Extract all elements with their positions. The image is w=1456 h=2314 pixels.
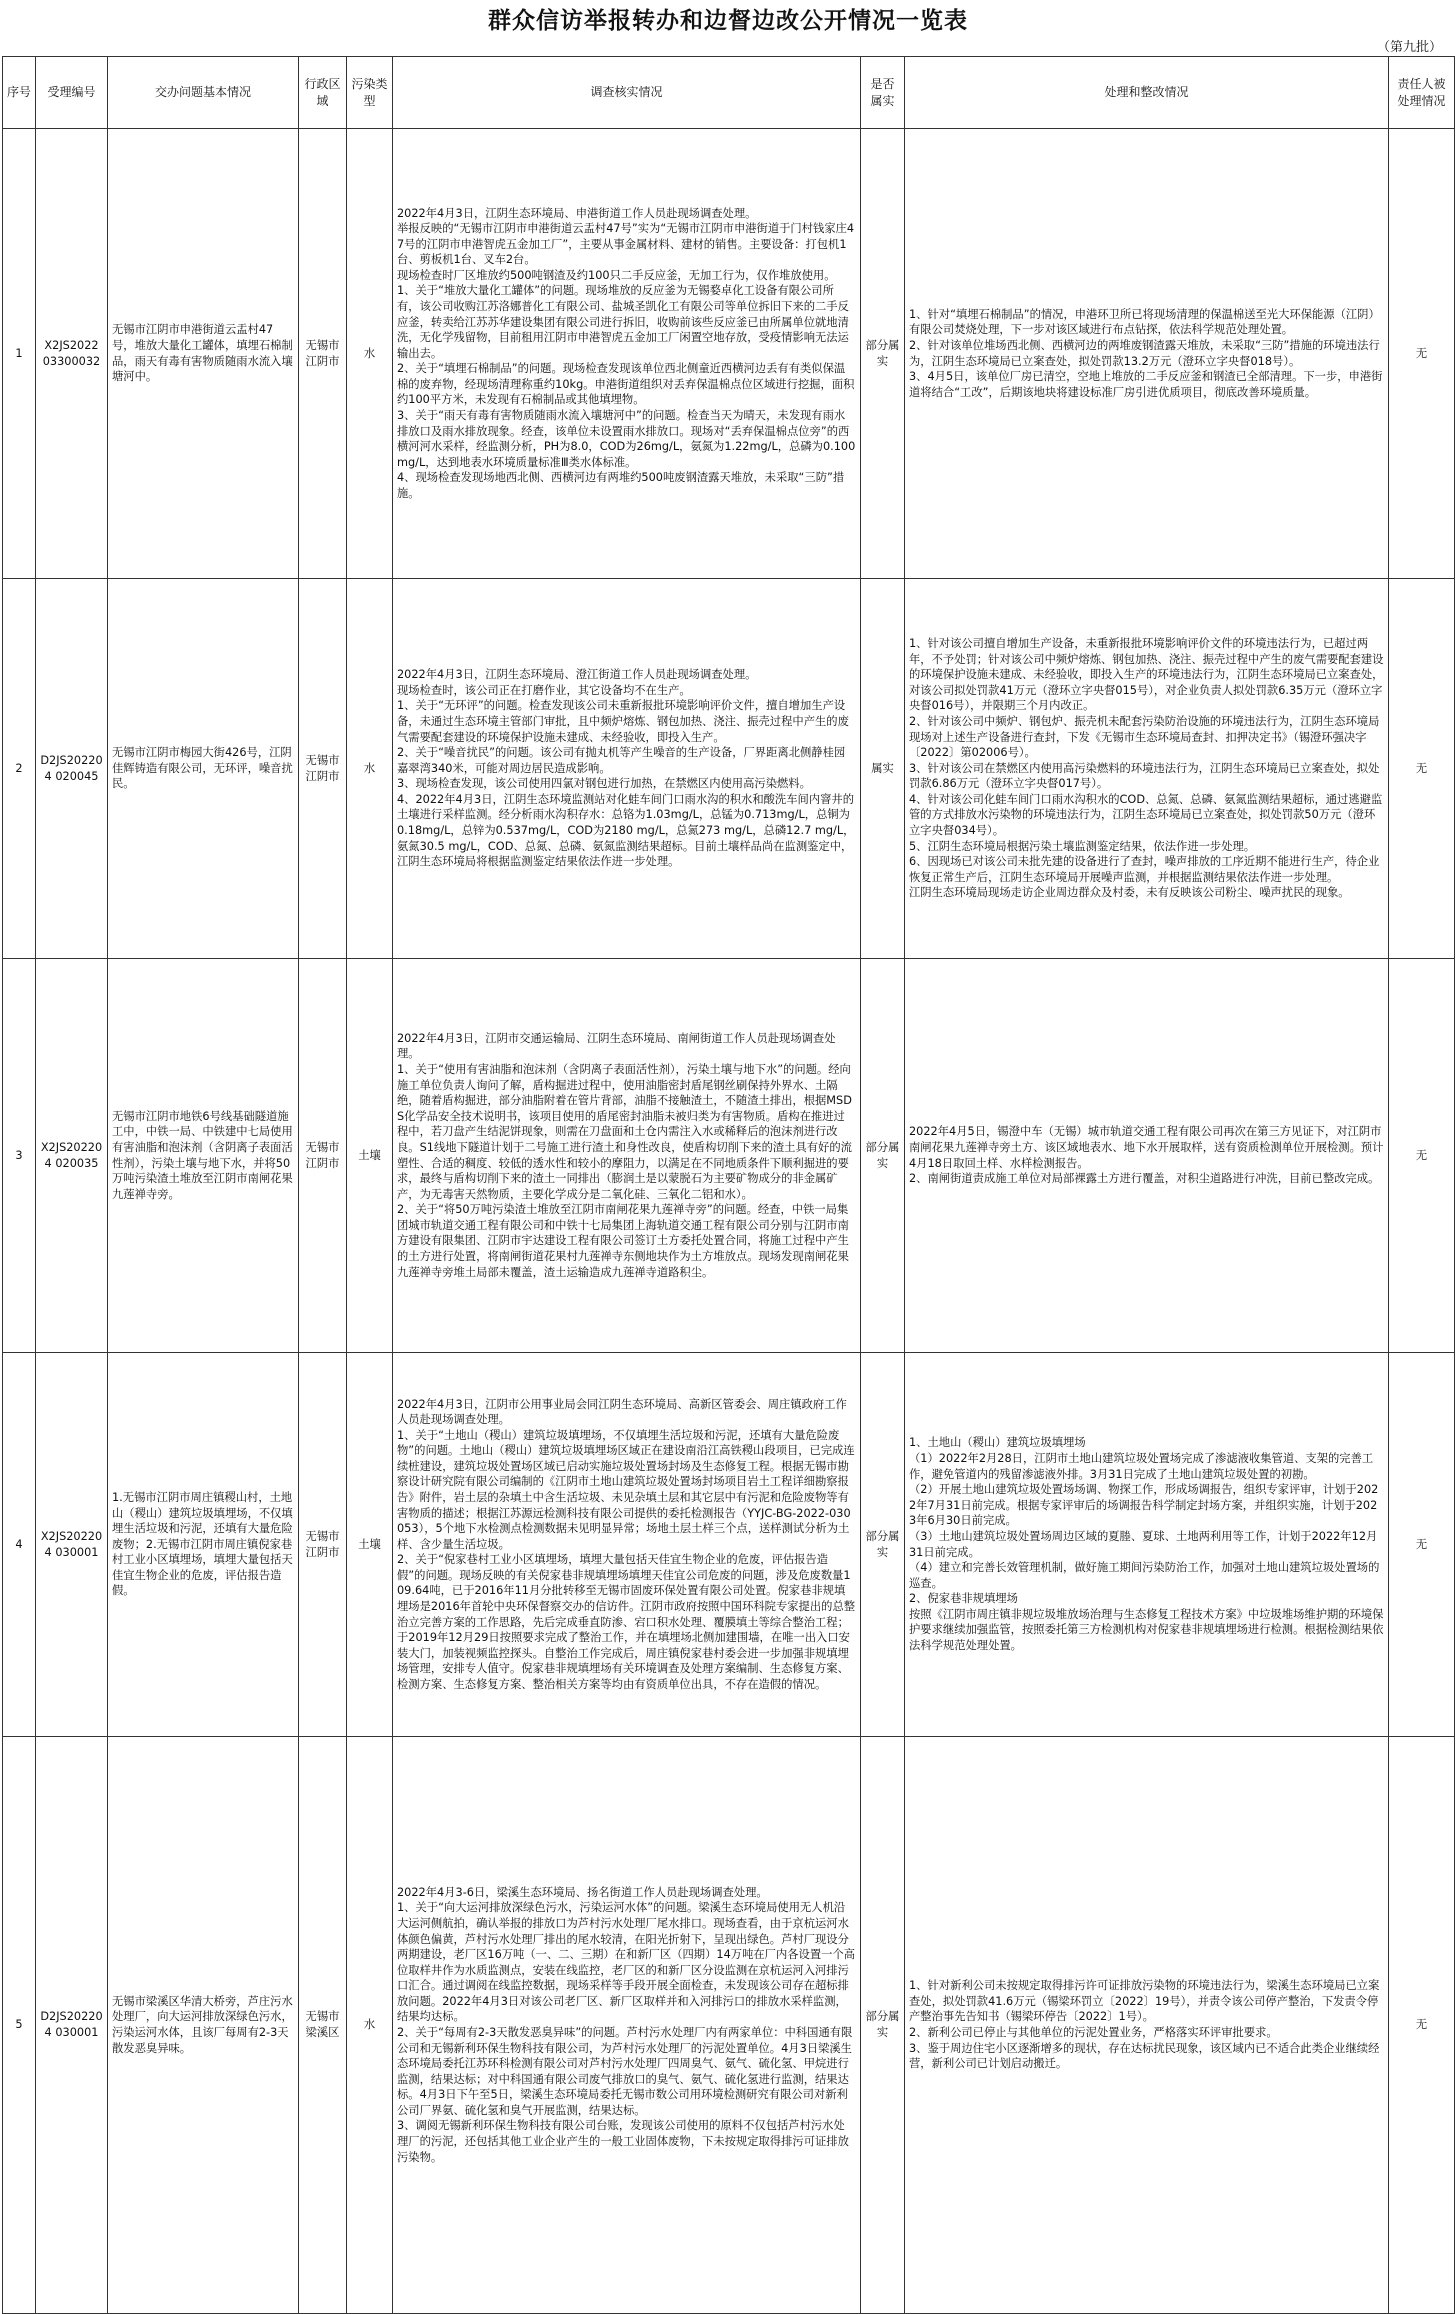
paragraph: 1、关于“无环评”的问题。检查发现该公司未重新报批环境影响评价文件，擅自增加生产设备，未通过生态环境主管部门审批，且中频炉熔炼、钢包加热、浇注、振壳过程中产生的废气需要配套建设的环境保护设施未建成、未经验收，即投入生产。: [397, 699, 849, 744]
table-row: [3, 1353, 1455, 1737]
cell-investigation: [393, 959, 861, 1353]
paragraph: 2、倪家巷非规填埋场: [909, 1592, 1018, 1606]
table-row: [3, 959, 1455, 1353]
cell-investigation: [393, 1737, 861, 2314]
paragraph: 5、江阴生态环境局根据污染土壤监测鉴定结果，依法作进一步处理。: [909, 839, 1256, 853]
cell-no: 1: [3, 129, 36, 579]
paragraph: 2、南闸街道责成施工单位对局部裸露土方进行覆盖，对积尘道路进行冲洗，目前已整改完成。: [909, 1172, 1380, 1186]
paragraph: 3、调阅无锡新利环保生物科技有限公司台账，发现该公司使用的原料不仅包括芦村污水处理厂的污泥，还包括其他工业企业产生的一般工业固体废物，下未按规定取得排污可证排放污染物。: [397, 2119, 849, 2164]
cell-handling: [905, 1737, 1389, 2314]
cell-verified: 部分属实: [861, 1737, 905, 2314]
cell-problem: 无锡市江阴市梅园大街426号，江阴佳辉铸造有限公司，无环评，噪音扰民。: [108, 579, 299, 959]
cell-problem: 无锡市江阴市申港街道云盂村47号，堆放大量化工罐体，填埋石棉制品，雨天有毒有害物质随雨水流入壤塘河中。: [108, 129, 299, 579]
cell-punish: 无: [1389, 959, 1455, 1353]
cell-verified: 部分属实: [861, 959, 905, 1353]
paragraph: 4、2022年4月3日，江阴生态环境监测站对化蛙车间门口雨水沟的积水和酸洗车间内窨井的土壤进行采样监测。经分析雨水沟积存水：总铬为1.03mg/L，总锰为0.713mg/L，总铜为0.18mg/L，总锌为0.537mg/L，COD为2180 mg/L，总氮273 mg/L，总磷12.7 mg/L，氨氮30.5 mg/L，COD、总氮、总磷、氨氮监测结果超标。目前土壤样品尚在监测鉴定中，江阴生态环境局将根据监测鉴定结果依法作进一步处理。: [397, 792, 855, 869]
cell-handling: [905, 959, 1389, 1353]
cell-type: 水: [347, 579, 393, 959]
header-id: 受理编号: [36, 57, 108, 129]
paragraph: 1、针对该公司擅自增加生产设备，未重新报批环境影响评价文件的环境违法行为，已超过两年，不予处罚；针对该公司中频炉熔炼、钢包加热、浇注、振壳过程中产生的废气需要配套建设的环境保护设施未建成、未经验收，即投入生产的环境违法行为，江阴生态环境局已立案查处，对该公司拟处罚款41万元（澄环立字央督015号），对企业负责人拟处罚款6.35万元（澄环立字央督016号），并限期三个月内改正。: [909, 637, 1384, 713]
cell-punish: 无: [1389, 1353, 1455, 1737]
cell-investigation: [393, 1353, 861, 1737]
paragraph: 3、4月5日，该单位厂房已清空，空地上堆放的二手反应釜和钢渣已全部清理。下一步，申港街道将结合“工改”，后期该地块将建设标准厂房引进优质项目，彻底改善环境质量。: [909, 370, 1383, 399]
paragraph: 1、针对“填埋石棉制品”的情况，申港环卫所已将现场清理的保温棉送至光大环保能源（江阴）有限公司焚烧处理，下一步对该区域进行布点钻探，依法科学规范处理处置。: [909, 307, 1380, 337]
cell-punish: 无: [1389, 129, 1455, 579]
cell-id: D2JS202204 020045: [36, 579, 108, 959]
table-row: [3, 129, 1455, 579]
batch-label: （第九批）: [1376, 40, 1442, 55]
cell-problem: 无锡市江阴市地铁6号线基础隧道施工中，中铁一局、中铁建中七局使用有害油脂和泡沫剂（含阴离子表面活性剂），污染土壤与地下水，并将50万吨污染渣土堆放至江阴市南闸花果九莲禅寺旁。: [108, 959, 299, 1353]
paragraph: 2022年4月3-6日，梁溪生态环境局、扬名街道工作人员赴现场调查处理。: [397, 1885, 768, 1899]
paragraph: 2022年4月3日，江阴生态环境局、澄江街道工作人员赴现场调查处理。: [397, 668, 757, 682]
cell-region: 无锡市江阴市: [299, 579, 347, 959]
paragraph: （4）建立和完善长效管理机制，做好施工期间污染防治工作，加强对土地山建筑垃圾处置场的巡查。: [909, 1561, 1380, 1590]
header-type: 污染类型: [347, 57, 393, 129]
cell-verified: 部分属实: [861, 129, 905, 579]
paragraph: 2、关于“将50万吨污染渣土堆放至江阴市南闸花果九莲禅寺旁”的问题。经查，中铁一局集团城市轨道交通工程有限公司和中铁十七局集团上海轨道交通工程有限公司分别与江阴市南方建设有限集团、江阴市宇达建设工程有限公司签订土方委托处置合同，将施工过程中产生的土方进行处置，将南闸街道花果村九莲禅寺东侧地块作为土方堆放点。现场发现南闸花果九莲禅寺旁堆土局部未覆盖，渣土运输造成九莲禅寺道路积尘。: [397, 1203, 849, 1279]
cell-investigation: [393, 579, 861, 959]
cell-handling: [905, 1353, 1389, 1737]
page-title: 群众信访举报转办和边督边改公开情况一览表: [488, 7, 968, 34]
cell-id: X2JS202204 020035: [36, 959, 108, 1353]
header-handling: 处理和整改情况: [905, 57, 1389, 129]
paragraph: 2、关于“噪音扰民”的问题。该公司有抛丸机等产生噪音的生产设备，厂界距离北侧静桂园嘉翠湾340米，可能对周边居民造成影响。: [397, 746, 846, 775]
paragraph: 现场检查时，该公司正在打磨作业，其它设备均不在生产。: [397, 683, 691, 697]
header-punish: 责任人被处理情况: [1389, 57, 1455, 129]
paragraph: 2022年4月3日，江阴市公用事业局会同江阴生态环境局、高新区管委会、周庄镇政府工作人员赴现场调查处理。: [397, 1397, 847, 1427]
paragraph: 1、关于“堆放大量化工罐体”的问题。现场堆放的反应釜为无锡婺卓化工设备有限公司所有，该公司收购江苏洛娜普化工有限公司、盐城圣凯化工有限公司等单位拆旧下来的二手反应釜，转卖给江苏苏华建设集团有限公司进行拆旧，收购前该些反应釜已由所属单位就地清洗，无化学残留物，目前租用江阴市申港智虎五金加工厂闲置空地存放，受疫情影响无法运输出去。: [397, 284, 849, 360]
paragraph: 2022年4月3日，江阴市交通运输局、江阴生态环境局、南闸街道工作人员赴现场调查处理。: [397, 1031, 836, 1061]
header-no: 序号: [3, 57, 36, 129]
cell-investigation: [393, 129, 861, 579]
paragraph: 6、因现场已对该公司未批先建的设备进行了查封，噪声排放的工序近期不能进行生产，待企业恢复正常生产后，江阴生态环境局开展噪声监测，并根据监测结果依法作进一步处理。: [909, 855, 1380, 884]
paragraph: 2、关于“倪家巷村工业小区填埋场，填埋大量包括天佳宜生物企业的危废，评估报告造假”的问题。现场反映的有关倪家巷非规填埋场填埋天佳宜公司危废的问题，涉及危废数量109.64吨，已于2016年11月分批转移至无锡市固废环保处置有限公司处置。倪家巷非规填埋场是2016年首轮中央环保督察交办的信访件。江阴市政府按照中国环科院专家提出的总整治立完善方案的工作思路，先后完成垂直防渗、宕口积水处理、覆膜填土等综合整治工程；于2019年12月29日按照要求完成了整治工作，并在填埋场北侧加建围墙，在唯一出入口安装大门，加装视频监控探头。自整治工作完成后，周庄镇倪家巷村委会进一步加强非规填埋场管理，安排专人值守。倪家巷非规填埋场有关环境调查及处理方案编制、生态修复方案、检测方案、生态修复方案、整治相关方案等均由有资质单位出具，不存在造假的情况。: [397, 1553, 856, 1691]
cell-region: 无锡市江阴市: [299, 1353, 347, 1737]
cell-type: 土壤: [347, 1353, 393, 1737]
table-header-row: [3, 57, 1455, 129]
paragraph: 3、关于“雨天有毒有害物质随雨水流入壤塘河中”的问题。检查当天为晴天，未发现有雨水排放口及雨水排放现象。经查，该单位未设置雨水排放口。现场对“丢弃保温棉点位旁”的西横河河水采样，经监测分析，PH为8.0，COD为26mg/L，氨氮为1.22mg/L，总磷为0.100mg/L，达到地表水环境质量标准Ⅲ类水体标准。: [397, 409, 856, 469]
cell-verified: 部分属实: [861, 1353, 905, 1737]
paragraph: 2022年4月3日，江阴生态环境局、申港街道工作人员赴现场调查处理。: [397, 206, 757, 220]
paragraph: 2、新利公司已停止与其他单位的污泥处置业务，严格落实环评审批要求。: [909, 2026, 1278, 2039]
paragraph: 2、针对该公司中频炉、钢包炉、振壳机未配套污染防治设施的环境违法行为，江阴生态环境局现场对上述生产设备进行查封，下发《无锡市生态环境局查封、扣押决定书》（锡澄环强决字〔2022〕第02006号）。: [909, 714, 1380, 760]
paragraph: 举报反映的“无锡市江阴市申港街道云盂村47号”实为“无锡市江阴市申港街道于门村钱家庄47号的江阴市申港智虎五金加工厂”，主要从事金属材料、建材的销售。主要设备：打包机1台、剪板机1台、叉车2台。: [397, 222, 855, 267]
paragraph: （1）2022年2月28日，江阴市土地山建筑垃圾处置场完成了渗滤液收集管道、支架的完善工作，避免管道内的残留渗滤液外排。3月31日完成了土地山建筑垃圾处置的初勘。: [909, 1452, 1374, 1481]
cell-no: 3: [3, 959, 36, 1353]
paragraph: 1、关于“使用有害油脂和泡沫剂（含阴离子表面活性剂），污染土壤与地下水”的问题。经向施工单位负责人询问了解，盾构掘进过程中，使用油脂密封盾尾钢丝刷保持外界水、土隔绝，随着盾构掘进，部分油脂附着在管片背部，油脂不接触渣土，不随渣土排出，根据MSDS化学品安全技术说明书，该项目使用的盾尾密封油脂未被归类为有害物质。盾构在推进过程中，若刀盘产生结泥饼现象，则需在刀盘面和土仓内需注入水或稀释后的泡沫剂进行改良。S1线地下隧道计划于二号施工进行渣土和身性改良，使盾构切削下来的渣土具有好的流塑性、合适的稠度、较低的透水性和较小的摩阻力，以满足在不同地质条件下顺利掘进的要求，最终与盾构切削下来的渣土一同排出（膨润土是以蒙脱石为主要矿物成分的非金属矿产，为无毒害天然物质，主要化学成分是二氧化硅、三氧化二铝和水）。: [397, 1063, 852, 1201]
header-region: 行政区域: [299, 57, 347, 129]
cell-region: 无锡市江阴市: [299, 129, 347, 579]
cell-handling: [905, 579, 1389, 959]
header-verified: 是否属实: [861, 57, 905, 129]
paragraph: 按照《江阴市周庄镇非规垃圾堆放场治理与生态修复工程技术方案》中垃圾堆场维护期的环境保护要求继续加强监管，按照委托第三方检测机构对倪家巷非规填埋场进行检测。根据检测结果依法科学规范处理处置。: [909, 1607, 1384, 1652]
cell-region: 无锡市梁溪区: [299, 1737, 347, 2314]
cell-problem: 1.无锡市江阴市周庄镇稷山村，土地山（稷山）建筑垃圾填埋场，不仅填埋生活垃圾和污泥，还填有大量危险废物；2.无锡市江阴市周庄镇倪家巷村工业小区填埋场，填埋大量包括天佳宜生物企业的危废，评估报告造假。: [108, 1353, 299, 1737]
paragraph: 3、针对该公司在禁燃区内使用高污染燃料的环境违法行为，江阴生态环境局已立案查处，拟处罚款6.86万元（澄环立字央督017号）。: [909, 761, 1380, 791]
paragraph: 3、现场检查发现，该公司使用四氯对钢包进行加热，在禁燃区内使用高污染燃料。: [397, 777, 811, 791]
cell-problem: 无锡市梁溪区华清大桥旁，芦庄污水处理厂，向大运河排放深绿色污水，污染运河水体，且该厂每周有2-3天散发恶臭异味。: [108, 1737, 299, 2314]
cell-type: 水: [347, 1737, 393, 2314]
paragraph: （2）开展土地山建筑垃圾处置场场调、物探工作，形成场调报告，组织专家评审，计划于2022年7月31日前完成。根据专家评审后的场调报告科学制定封场方案，并组织实施，计划于2023年6月30日前完成。: [909, 1483, 1379, 1528]
cell-punish: 无: [1389, 579, 1455, 959]
cell-id: X2JS202204 030001: [36, 1353, 108, 1737]
paragraph: （3）土地山建筑垃圾处置场周边区域的夏塍、夏球、土地两利用等工作，计划于2022年12月31日前完成。: [909, 1529, 1378, 1559]
paragraph: 现场检查时厂区堆放约500吨钢渣及约100只二手反应釜，无加工行为，仅作堆放使用。: [397, 268, 836, 282]
cell-no: 5: [3, 1737, 36, 2314]
cell-type: 水: [347, 129, 393, 579]
paragraph: 4、现场检查发现场地西北侧、西横河边有两堆约500吨废钢渣露天堆放，未采取“三防”措施。: [397, 471, 845, 500]
cell-type: 土壤: [347, 959, 393, 1353]
paragraph: 江阴生态环境局现场走访企业周边群众及村委，未有反映该公司粉尘、噪声扰民的现象。: [909, 886, 1350, 900]
cell-verified: 属实: [861, 579, 905, 959]
cell-handling: [905, 129, 1389, 579]
paragraph: 2、针对该单位堆场西北侧、西横河边的两堆废钢渣露天堆放，未采取“三防”措施的环境违法行为，江阴生态环境局已立案查处，拟处罚款13.2万元（澄环立字央督018号）。: [909, 338, 1380, 368]
paragraph: 1、关于“向大运河排放深绿色污水，污染运河水体”的问题。梁溪生态环境局使用无人机沿大运河侧航拍，确认举报的排放口为芦村污水处理厂尾水排口。现场查看，由于京杭运河水体颜色偏黄，芦村污水处理厂排出的尾水较清，在阳光折射下，呈现出绿色。芦村厂现设分两期建设，老厂区16万吨（一、二、三期）在和新厂区（四期）14万吨在厂内各设置一个高位取样井作为水质监测点，安装在线监控，老厂区的和新厂区分设监测在京杭运河入河排污口汇合。通过调阅在线监控数据，现场采样等手段开展全面检查，未发现该公司存在超标排放问题。2022年4月3日对该公司老厂区、新厂区取样并和入河排污口的排放水采样监测，结果均达标。: [397, 1901, 856, 2024]
paragraph: 2、关于“每周有2-3天散发恶臭异味”的问题。芦村污水处理厂内有两家单位：中科国通有限公司和无锡新利环保生物科技有限公司，为芦村污水处理厂的污泥处置单位。4月3日梁溪生态环境局委托江苏环科检测有限公司对芦村污水处理厂四周臭气、氨气、硫化氢、甲烷进行监测，结果达标；对中科国通有限公司废气排放口的臭气、氨气、硫化氢进行监测，结果达标。4月3日下午至5日，梁溪生态环境局委托无锡市数公司用环境检测研究有限公司对新利公司厂界氨、硫化氢和臭气开展监测，结果达标。: [397, 2026, 853, 2117]
paragraph: 1、土地山（稷山）建筑垃圾填埋场: [909, 1436, 1086, 1450]
paragraph: 2022年4月5日，锡澄中车（无锡）城市轨道交通工程有限公司再次在第三方见证下，对江阴市南闸花果九莲禅寺旁土方、该区域地表水、地下水开展取样，送有资质检测单位开展检测。预计4月18日取回土样、水样检测报告。: [909, 1125, 1384, 1170]
header-problem: 交办问题基本情况: [108, 57, 299, 129]
header-investigation: 调查核实情况: [393, 57, 861, 129]
cell-no: 4: [3, 1353, 36, 1737]
cell-id: D2JS202204 030001: [36, 1737, 108, 2314]
cell-punish: 无: [1389, 1737, 1455, 2314]
paragraph: 2、关于“填埋石棉制品”的问题。现场检查发现该单位西北侧童近西横河边丢有有类似保温棉的废弃物，经现场清理称重约10kg。申港街道组织对丢弃保温棉点位区域进行挖掘，面积约100平方米，未发现有石棉制品或其他填埋物。: [397, 362, 855, 407]
table-row: [3, 579, 1455, 959]
paragraph: 4、针对该公司化蛙车间门口雨水沟积水的COD、总氮、总磷、氨氮监测结果超标，通过逃避监管的方式排放水污染物的环境违法行为，江阴生态环境局已立案查处，拟处罚款50万元（澄环立字央督034号）。: [909, 792, 1383, 838]
paragraph: 1、针对新利公司未按规定取得排污许可证排放污染物的环境违法行为，梁溪生态环境局已立案查处，拟处罚款41.6万元（锡梁环罚立〔2022〕19号），并责令该公司停产整治，下发责令停产整治事先告知书（锡梁环停告〔2022〕1号）。: [909, 1979, 1380, 2024]
paragraph: 3、鉴于周边住宅小区逐渐增多的现状，存在达标扰民现象，该区域内已不适合此类企业继续经营，新利公司已计划启动搬迁。: [909, 2041, 1380, 2071]
cell-id: X2JS2022 03300032: [36, 129, 108, 579]
cell-no: 2: [3, 579, 36, 959]
cell-region: 无锡市江阴市: [299, 959, 347, 1353]
table-row: [3, 1737, 1455, 2314]
complaints-table: [2, 56, 1455, 2314]
paragraph: 1、关于“土地山（稷山）建筑垃圾填埋场，不仅填埋生活垃圾和污泥，还填有大量危险废物”的问题。土地山（稷山）建筑垃圾填埋场区域正在建设南沿江高铁稷山段项目，已完成连续桩建设，建筑垃圾处置场区域已启动实施垃圾处置场封场及生态修复工程。根据无锡市勘察设计研究院有限公司编制的《江阴市土地山建筑垃圾处置场封场项目岩土工程详细勘察报告》附件，岩土层的杂填土中含生活垃圾、未见杂填土层和其它层中有污泥和危险废物等有害物质的描述；根据江苏源远检测科技有限公司提供的委托检测报告（YYJC-BG-2022-030053），5个地下水检测点检测数据未见明显异常；场地土层土样三个点，送样测试分析为土样、含少量生活垃圾。: [397, 1428, 855, 1551]
